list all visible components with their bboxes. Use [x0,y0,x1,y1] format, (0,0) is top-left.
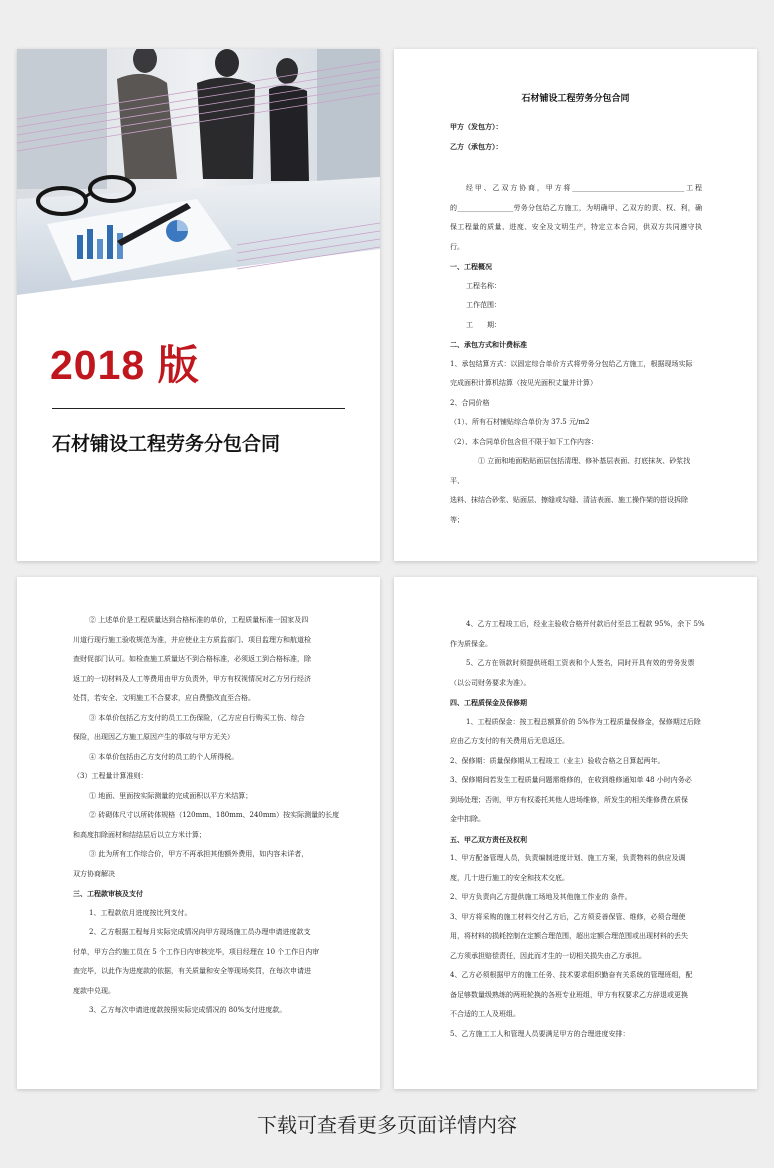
body-line: 付单，甲方合约施工员在 5 个工作日内审核完毕，项目经理在 10 个工作日内审 [73,947,320,956]
intro-line: 的________________劳务分包给乙方施工，为明确甲、乙双方的责、权、利，确 [450,203,702,212]
body-line: 选料、抹结合砂浆、贴面层、擦缝或勾缝、清洁表面、施工操作架的搭设拆除 [450,496,688,504]
body-line: 3、保修期间若发生工程质量问题需维修的，在收到维修通知单 48 小时内务必 [450,776,692,784]
body-line: （3）工程量计算准则： [73,772,148,780]
body-line: ③ 本单价包括乙方支付的员工工伤保险，（乙方应自行购买工伤、综合 [89,713,305,722]
body-line: （1）、所有石材铺贴综合单价为 37.5 元/m2 [450,418,590,426]
body-line: 度，几十进行施工的安全和技术交底。 [450,873,569,882]
body-line: 2、保修期：质量保修期从工程竣工（业主）验收合格之日算起两年。 [450,756,665,765]
party-b-label: 乙方（承包方）： [450,141,503,151]
body-line: ① 地面、里面按实际测量的完成面积以平方米结算； [89,791,253,800]
section-heading: 三、工程款审核及支付 [73,889,143,898]
body-line: 处罚，若安全、文明施工不合要求，应自费整改直至合格。 [73,694,255,702]
body-line: 双方协商解决 [73,869,115,878]
intro-line: 经甲、乙双方协商，甲方将________________________________工程 [466,184,702,192]
body-line: 3、甲方将采购的施工材料交付乙方后，乙方须妥善保管、维修，必须合理使 [450,912,686,921]
body-line: （以公司财务要求为准）。 [450,678,531,687]
project-field: 工作范围： [466,301,501,309]
contract-page-1 [394,49,757,561]
section-heading: 二、承包方式和计费标准 [450,340,527,349]
body-line: 返工的一切材料及人工等费用由甲方负责外，甲方有权视情况对乙方另行经济 [73,674,311,683]
body-line: 4、乙方必须根据甲方的施工任务、技术要求组织勤奋有关系统的管理班组，配 [450,971,693,979]
body-line: 5、乙方在领款时须提供班组工资表和个人签名，同时开具有效的劳务发票 [466,659,695,667]
body-line: 和高度扣除面材和结结层后以立方米计算； [73,830,206,839]
body-line: 川道行现行施工验收规范为准，并应使业主方质监部门、项目监理方和航道检 [73,635,311,644]
cover-year: 2018 版 [50,342,200,388]
body-line: 查完毕，以此作为进度款的依据，有关质量和安全等现场奖罚，在每次申请进 [73,967,311,975]
body-line: 查财促部门认可。如检查施工质量达不到合格标准，必须返工到合格标准，除 [73,655,311,663]
body-line: 2、甲方负责向乙方提供施工场地及其他施工作业的 条件。 [450,893,632,901]
cover-divider [52,408,345,409]
party-block [450,117,702,156]
body-line: （2）、本合同单价包含但不限于如下工作内容： [450,437,598,446]
body-line: 到场处理；否则，甲方有权委托其他人进场维修，所发生的相关维修费在质保 [450,795,688,804]
cover-title: 石材铺设工程劳务分包合同 [52,433,281,455]
intro-line: 保工程量的质量、进度、安全及文明生产，特定立本合同，供双方共同遵守执 [450,223,702,231]
intro-line: 行。 [450,242,464,251]
contract-page-3 [394,577,757,1089]
contract-page-2 [17,577,380,1089]
project-field: 工 期： [466,320,501,329]
contract-title: 石材铺设工程劳务分包合同 [521,94,630,104]
body-line: 5、乙方施工工人和管理人员要满足甲方的合理进度安排： [450,1029,630,1038]
body-line: ③ 此为所有工作综合价，甲方不再承担其他额外费用，如内容未详者， [89,850,309,858]
body-line: 作为质保金。 [450,639,492,648]
body-line: 4、乙方工程竣工后，经业主验收合格并付款后付至总工程款 95%，余下 5% [466,620,705,628]
party-a-label: 甲方（发包方）： [450,122,503,131]
body-line: 备足够数量级熟练的两班轮换的各班专业班组，甲方有权要求乙方辞退或更换 [450,990,688,999]
cover-photo [17,49,380,295]
body-line: 应由乙方支付的有关费用后无息返还。 [450,737,569,745]
body-line: 2、合同价格 [450,398,490,407]
contract-body-1 [450,179,702,530]
body-line: 金中扣除。 [450,815,485,823]
body-line: 度款中兑现。 [73,986,115,995]
contract-body-2 [73,611,340,1021]
body-line: ① 立面和地面粘贴面层包括清理、修补基层表面、打底抹灰、砂浆找 [478,457,691,465]
body-line: 1、工程款依月进度按比列支付。 [89,908,192,917]
contract-body-3 [450,615,705,1044]
business-handshake-image [17,49,380,295]
body-line: ④ 本单价包括由乙方支付的员工的个人所得税。 [89,752,239,761]
body-line: ② 上述单价是工程质量达到合格标准的单价，工程质量标准一国家及四 [89,616,309,624]
body-line: 乙方须承担赔偿责任，因此而才生的一切相关损失由乙方承担。 [450,951,646,960]
section-heading: 一、工程概况 [450,262,492,271]
body-line: 1、承包结算方式：以固定综合单价方式将劳务分包给乙方施工，根据现场实际 [450,359,693,368]
download-more-caption[interactable]: 下载可查看更多页面详情内容 [257,1113,517,1137]
body-line: 不合适的工人及班组。 [450,1010,520,1018]
body-line: 等； [450,515,464,524]
body-line: 1、工程质保金：按工程总额算价的 5%作为工程质量保修金，保修期过后除 [466,717,701,726]
project-field: 工程名称： [466,281,501,290]
body-line: 完成面积计算机结算（按见光面积丈量并计算） [450,379,597,387]
body-line: 1、甲方配备管理人员，负责编制进度计划、施工方案，负责物料的供应及调 [450,854,686,862]
section-heading: 四、工程质保金及保修期 [450,698,527,707]
section-heading: 五、甲乙双方责任及权利 [450,834,527,844]
body-line: 用，将材料的损耗控制在定额合理范围，超出定额合理范围或出现材料的丢失 [450,932,688,940]
body-line: 保险，出现因乙方施工原因产生的事故与甲方无关） [73,733,234,741]
body-line: 平、 [450,476,464,485]
body-line: 3、乙方每次申请进度款按照实际完成情况的 80%支付进度款。 [89,1006,287,1014]
body-line: ② 砖砌体尺寸以所砖体规格（120mm、180mm、240mm）按实际测量的长度 [89,811,340,819]
body-line: 2、乙方根据工程每月实际完成情况向甲方现场施工员办理申请进度款支 [89,928,311,936]
cover-page [17,49,380,561]
